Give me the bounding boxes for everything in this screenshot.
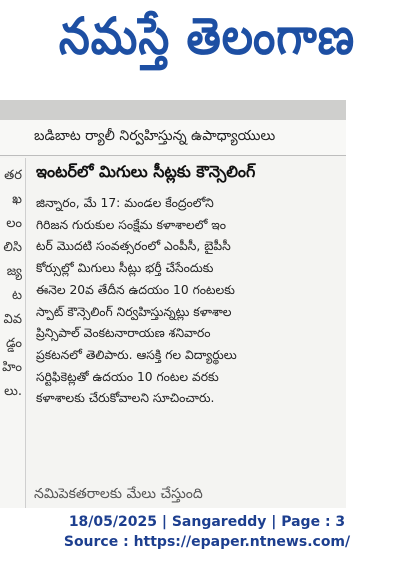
masthead-title: నమస్తే తెలంగాణ	[58, 7, 356, 66]
column-fragment: జ్య	[6, 264, 22, 279]
article-line: కళాశాలకు చేరుకోవాలని సూచించారు.	[36, 391, 215, 406]
article-headline: ఇంటర్‌లో మిగులు సీట్లకు కౌన్సెలింగ్	[36, 162, 256, 181]
column-fragment: లు.	[4, 384, 22, 399]
article-line: ప్రకటనలో తెలిపారు. ఆసక్తి గల విద్యార్థులు	[36, 347, 237, 362]
article-line: టర్ మొదటి సంవత్సరంలో ఎంపీసీ, బైపీసీ	[36, 239, 231, 254]
cut-off-next-headline: నమిపెకతరాలకు మేలు చేస్తుంది	[34, 486, 203, 502]
column-fragment: తర	[4, 168, 22, 183]
article-line: గిరిజన గురుకుల సంక్షేమ కళాశాలలో ఇం	[36, 217, 226, 232]
date-district-page: 18/05/2025 | Sangareddy | Page : 3	[68, 514, 346, 530]
article-line: ప్రిన్సిపాల్ వెంకటనారాయణ శనివారం	[36, 326, 211, 341]
column-fragment: ట	[11, 288, 22, 303]
news-article	[36, 162, 342, 410]
source-info	[0, 512, 414, 552]
photo-caption-text: బడిబాట ర్యాలీ నిర్వహిస్తున్న ఉపాధ్యాయులు	[34, 128, 276, 144]
newspaper-clipping	[0, 100, 346, 508]
photo-edge	[0, 100, 346, 120]
column-fragment: హిం	[2, 360, 22, 375]
article-line: స్పాట్ కౌన్సెలింగ్ నిర్వహిస్తున్నట్లు కళాశాల	[36, 304, 232, 319]
article-line: సర్టిఫికెట్లతో ఉదయం 10 గంటల వరకు	[36, 369, 219, 384]
column-fragment: ఖ	[12, 192, 22, 207]
column-fragment: డ్డం	[5, 336, 22, 351]
column-fragment: లిసి	[3, 240, 22, 255]
adjacent-column-fragments	[0, 158, 26, 508]
article-line: జిన్నారం, మే 17: మండల కేంద్రంలోని	[36, 196, 214, 210]
article-line: కోర్సుల్లో మిగులు సీట్లు భర్తీ చేసేందుకు	[36, 261, 214, 276]
column-fragment: వివ	[3, 312, 22, 327]
source-url[interactable]: Source : https://epaper.ntnews.com/	[63, 534, 351, 550]
article-body	[36, 193, 342, 410]
newspaper-masthead	[0, 0, 414, 86]
photo-caption	[0, 120, 346, 156]
column-fragment: లం	[6, 216, 22, 231]
article-line: ఈనెల 20వ తేదీన ఉదయం 10 గంటలకు	[36, 282, 235, 297]
